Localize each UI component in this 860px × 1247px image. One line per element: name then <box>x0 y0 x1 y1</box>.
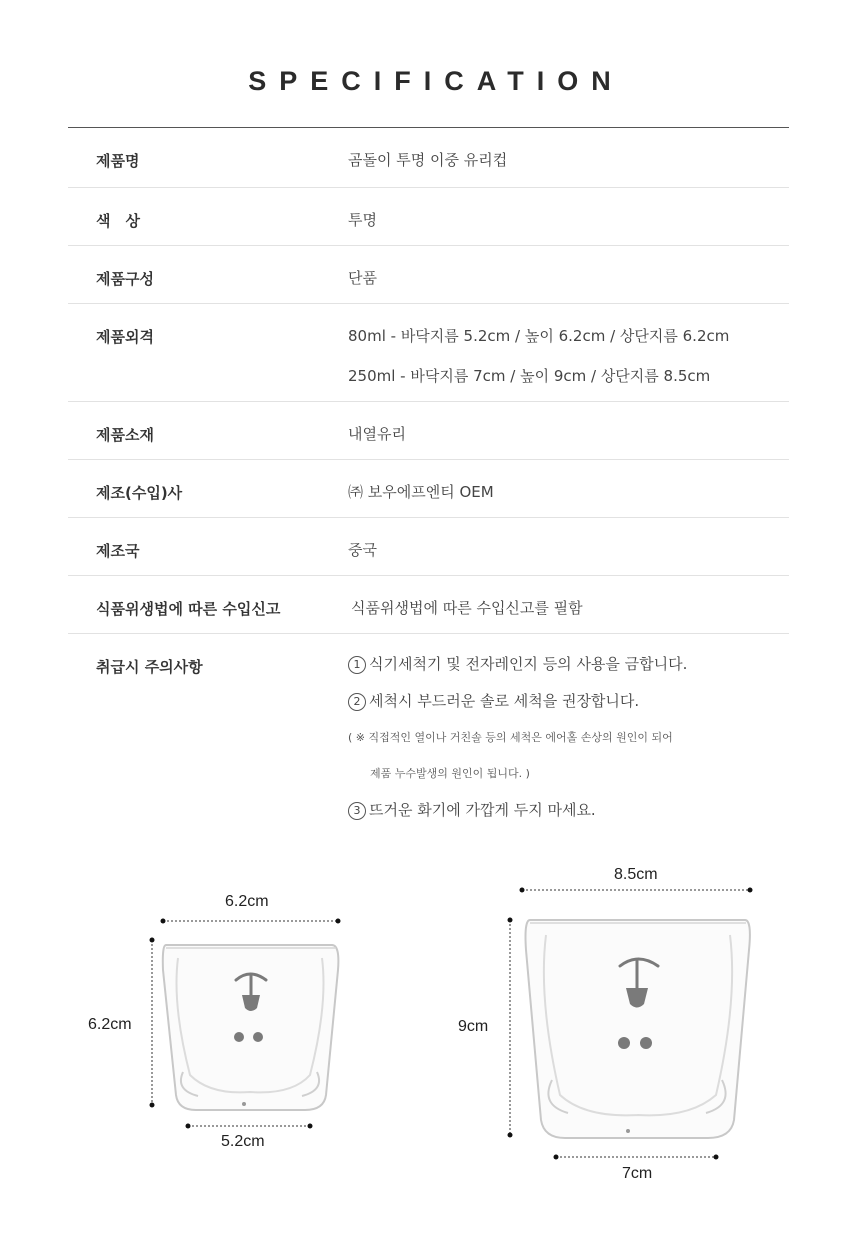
spec-row-product-name <box>68 128 789 188</box>
spec-row-care <box>68 634 789 834</box>
spec-value: 곰돌이 투명 이중 유리컵 <box>348 151 508 169</box>
circled-number: 3 <box>348 802 366 820</box>
spec-row-country <box>68 518 789 576</box>
large-bottom-diameter-label: 7cm <box>622 1165 653 1182</box>
spec-value: 투명 <box>348 211 377 229</box>
page-title: SPECIFICATION <box>248 66 624 96</box>
circled-number: 1 <box>348 656 366 674</box>
spec-label: 제품소재 <box>96 426 154 444</box>
care-text: 세척시 부드러운 솔로 세척을 권장합니다. <box>369 692 640 710</box>
spec-label: 색 상 <box>96 212 140 230</box>
care-item <box>348 691 687 728</box>
spec-label: 제품명 <box>96 152 140 170</box>
care-item <box>348 800 687 837</box>
spec-value <box>348 326 729 386</box>
care-note: 제품 누수발생의 원인이 됩니다. ) <box>370 767 530 780</box>
large-bear-cup <box>526 920 750 1138</box>
care-list <box>348 654 687 837</box>
spec-label: 식품위생법에 따른 수입신고 <box>96 600 281 618</box>
small-bear-cup <box>163 945 339 1110</box>
spec-value: ㈜ 보우에프엔티 OEM <box>348 483 494 501</box>
circled-number: 2 <box>348 693 366 711</box>
spec-table <box>68 128 789 834</box>
spec-value: 단품 <box>348 269 377 287</box>
spec-label: 취급시 주의사항 <box>96 658 203 676</box>
spec-row-import-report <box>68 576 789 634</box>
small-top-diameter-label: 6.2cm <box>225 893 269 910</box>
spec-label: 제품외격 <box>96 328 154 346</box>
spec-value: 중국 <box>348 541 377 559</box>
care-text: 뜨거운 화기에 가깝게 두지 마세요. <box>369 801 596 819</box>
spec-row-manufacturer <box>68 460 789 518</box>
small-bottom-diameter-label: 5.2cm <box>221 1133 265 1150</box>
small-height-label: 6.2cm <box>88 1016 132 1033</box>
large-top-diameter-label: 8.5cm <box>614 866 658 883</box>
spec-row-material <box>68 402 789 460</box>
spec-row-dimensions <box>68 304 789 402</box>
spec-value: 내열유리 <box>348 425 406 443</box>
spec-label: 제조국 <box>96 542 140 560</box>
care-text: 식기세척기 및 전자레인지 등의 사용을 금합니다. <box>369 655 688 673</box>
spec-row-color <box>68 188 789 246</box>
spec-label: 제품구성 <box>96 270 154 288</box>
dimension-250ml: 250ml - 바닥지름 7cm / 높이 9cm / 상단지름 8.5cm <box>348 367 711 385</box>
large-height-label: 9cm <box>458 1018 489 1035</box>
care-note: ( ※ 직접적인 열이나 거친솔 등의 세척은 에어홀 손상의 원인이 되어 <box>348 731 673 744</box>
spec-row-composition <box>68 246 789 304</box>
spec-value: 식품위생법에 따른 수입신고를 필함 <box>351 599 583 617</box>
spec-label: 제조(수입)사 <box>96 484 183 502</box>
care-item <box>348 654 687 691</box>
dimension-80ml: 80ml - 바닥지름 5.2cm / 높이 6.2cm / 상단지름 6.2cm <box>348 327 730 345</box>
